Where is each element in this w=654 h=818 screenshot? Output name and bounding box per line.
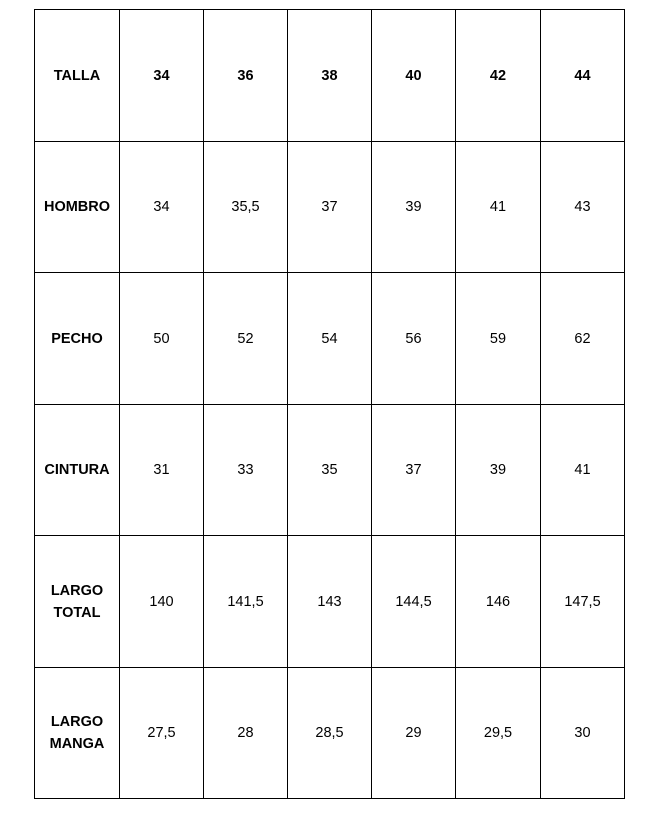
size-header-cell: 42: [456, 10, 541, 142]
table-row-cintura: [35, 405, 625, 536]
row-label-line: HOMBRO: [43, 199, 111, 215]
row-label-line: CINTURA: [44, 462, 110, 478]
row-label-line: PECHO: [51, 330, 103, 347]
table-cell: 41: [541, 405, 625, 536]
table-cell: 34: [120, 142, 204, 273]
table-cell: 50: [120, 273, 204, 405]
row-label-hombro: [35, 142, 120, 273]
table-cell: 29: [372, 668, 456, 799]
table-cell: 31: [120, 405, 204, 536]
table-cell: 144,5: [372, 536, 456, 668]
table-cell: 33: [204, 405, 288, 536]
table-cell: 62: [541, 273, 625, 405]
size-header-cell: 40: [372, 10, 456, 142]
table-cell: 39: [372, 142, 456, 273]
row-label-line: LARGO: [50, 582, 104, 599]
table-cell: 28: [204, 668, 288, 799]
table-row-largo-total: [35, 536, 625, 668]
size-chart-table: [34, 9, 625, 799]
table-cell: 141,5: [204, 536, 288, 668]
header-label-talla: TALLA: [35, 10, 120, 142]
table-cell: 52: [204, 273, 288, 405]
table-row-pecho: [35, 273, 625, 405]
table-cell: 27,5: [120, 668, 204, 799]
table-cell: 59: [456, 273, 541, 405]
table-row-hombro: [35, 142, 625, 273]
row-label-line: LARGO: [50, 714, 104, 730]
row-label-largo-manga: [35, 668, 120, 799]
row-label-cintura: [35, 405, 120, 536]
table-cell: 56: [372, 273, 456, 405]
size-header-cell: 38: [288, 10, 372, 142]
row-label-line: TOTAL: [53, 604, 101, 621]
table-cell: 29,5: [456, 668, 541, 799]
header-row: [35, 10, 625, 142]
table-cell: 143: [288, 536, 372, 668]
table-cell: 37: [372, 405, 456, 536]
table-cell: 35,5: [204, 142, 288, 273]
table-cell: 39: [456, 405, 541, 536]
table-cell: 147,5: [541, 536, 625, 668]
table-cell: 28,5: [288, 668, 372, 799]
table-cell: 35: [288, 405, 372, 536]
table-cell: 146: [456, 536, 541, 668]
table-cell: 43: [541, 142, 625, 273]
table-cell: 54: [288, 273, 372, 405]
table-row-largo-manga: [35, 668, 625, 799]
row-label-line: MANGA: [49, 736, 105, 752]
size-header-cell: 36: [204, 10, 288, 142]
table-cell: 30: [541, 668, 625, 799]
table-cell: 140: [120, 536, 204, 668]
row-label-largo-total: [35, 536, 120, 668]
size-header-cell: 34: [120, 10, 204, 142]
table-cell: 37: [288, 142, 372, 273]
size-header-cell: 44: [541, 10, 625, 142]
row-label-pecho: [35, 273, 120, 405]
table-cell: 41: [456, 142, 541, 273]
